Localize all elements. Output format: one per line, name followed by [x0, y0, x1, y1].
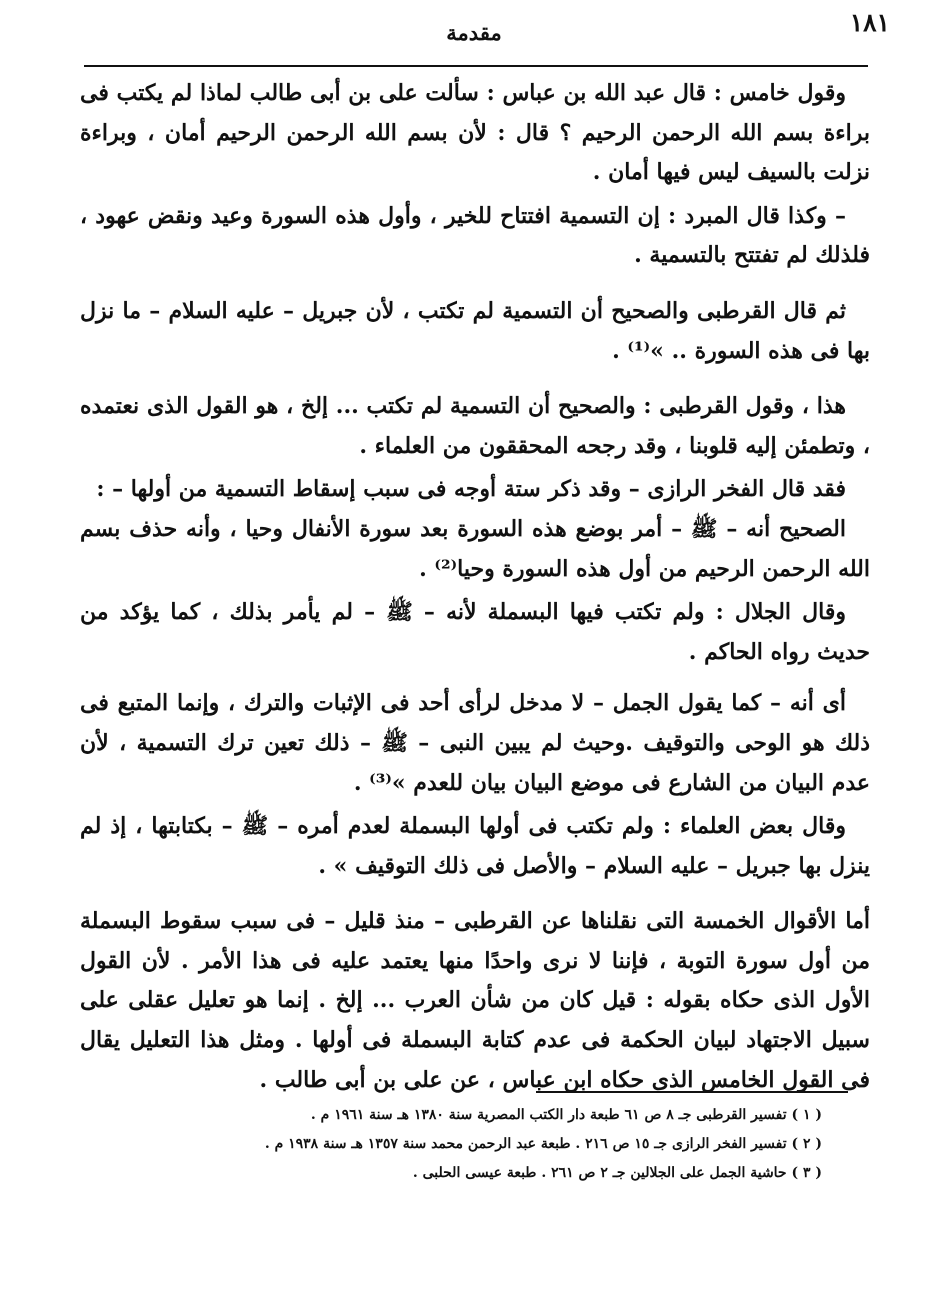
body-text: [80, 74, 870, 1100]
footnote-1: ( ١ ) تفسير القرطبى جـ ٨ ص ٦١ طبعة دار الكتب المصرية سنة ١٣٨٠ هـ سنة ١٩٦١ م .: [310, 1107, 822, 1123]
paragraph-razi-intro: فقد قال الفخر الرازى – وقد ذكر ستة أوجه فى سبب إسقاط التسمية من أولها – :: [96, 476, 846, 503]
footnote-rule: [536, 1091, 848, 1093]
paragraph-razi-quote: الصحيح أنه – ﷺ – أمر بوضع هذه السورة بعد سورة الأنفال وحيا ، وأنه حذف بسم الله الرحمن الرحيم من أول هذه السورة وحيا⁽²⁾ .: [80, 515, 870, 582]
paragraph-ibn-abbas: وقول خامس : قال عبد الله بن عباس : سألت على بن أبى طالب لماذا لم يكتب فى براءة بسم الله الرحمن الرحيم ؟ قال : لأن بسم الله الرحمن الرحيم أمان ، وبراءة نزلت بالسيف ليس فيها أمان .: [80, 80, 870, 186]
footnote-2: ( ٢ ) تفسير الفخر الرازى جـ ١٥ ص ٢١٦ . طبعة عبد الرحمن محمد سنة ١٣٥٧ هـ سنة ١٩٣٨ م .: [264, 1136, 822, 1152]
paragraph-five-opinions: أما الأقوال الخمسة التى نقلناها عن القرطبى – منذ قليل – فى سبب سقوط البسملة من أول سورة التوبة ، فإننا لا نرى واحدًا منها يعتمد عليه فى هذا الأمر . لأن القول الأول الذى حكاه بقوله : قيل كان من شأن العرب ... إلخ . إنما هو تعليل عقلى على سبيل الاجتهاد لبيان الحكمة فى عدم كتابة البسملة فى أولها . ومثل هذا التعليل يقال فى القول الخامس الذى حكاه ابن عباس ، عن على بن أبى طالب .: [80, 908, 870, 1093]
paragraph-qurtubi-conclusion: ثم قال القرطبى والصحيح أن التسمية لم تكتب ، لأن جبريل – عليه السلام – ما نزل بها فى هذه السورة .. »⁽¹⁾ .: [80, 297, 870, 364]
paragraph-jamal: أى أنه – كما يقول الجمل – لا مدخل لرأى أحد فى الإثبات والترك ، وإنما المتبع فى ذلك هو الوحى والتوقيف .وحيث لم يبين النبى – ﷺ – ذلك تعين ترك التسمية ، لأن عدم البيان من الشارع فى موضع البيان بيان للعدم »⁽³⁾ .: [80, 690, 870, 796]
header-rule: [84, 65, 868, 67]
footnotes: [122, 1101, 822, 1188]
footnote-3: ( ٣ ) حاشية الجمل على الجلالين جـ ٢ ص ٢٦١ . طبعة عيسى الحلبى .: [412, 1165, 822, 1181]
paragraph-author-opinion: هذا ، وقول القرطبى : والصحيح أن التسمية لم تكتب ... إلخ ، هو القول الذى نعتمده ، وتطمئن إليه قلوبنا ، وقد رجحه المحققون من العلماء .: [80, 393, 870, 459]
running-head: مقدمة: [446, 20, 502, 45]
paragraph-some-scholars: وقال بعض العلماء : ولم تكتب فى أولها البسملة لعدم أمره – ﷺ – بكتابتها ، إذ لم ينزل بها جبريل – عليه السلام – والأصل فى ذلك التوقيف » .: [80, 813, 870, 879]
page-number: ١٨١: [849, 8, 890, 37]
paragraph-jalal: وقال الجلال : ولم تكتب فيها البسملة لأنه – ﷺ – لم يأمر بذلك ، كما يؤكد من حديث رواه الحاكم .: [80, 599, 870, 665]
paragraph-mubarrad: – وكذا قال المبرد : إن التسمية افتتاح للخير ، وأول هذه السورة وعيد ونقض عهود ، فلذلك لم تفتتح بالتسمية .: [80, 202, 870, 269]
